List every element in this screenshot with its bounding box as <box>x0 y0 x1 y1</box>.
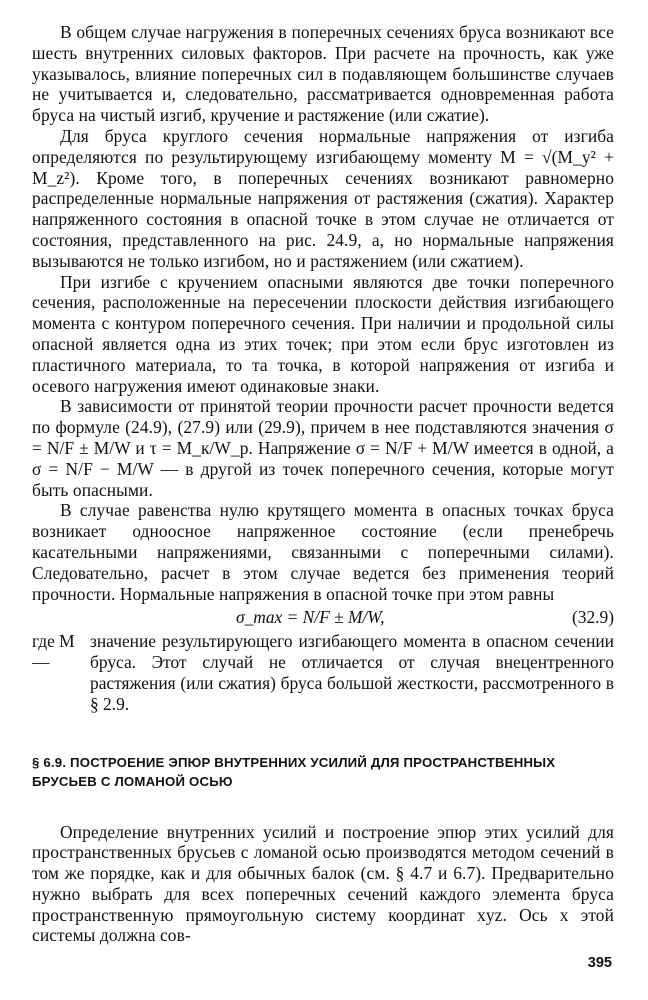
paragraph-section-intro: Определение внутренних усилий и построение эпюр этих усилий для пространственных брусьев с ломаной осью производятся методом сечений в том же порядке, как и для обычных балок (см. § 4.7 и 6.7). Предварительно нужно выбрать для всех поперечных сечений каждого элемента бруса пространственную прямоугольную систему координат xyz. Ось x этой системы должна сов- <box>32 821 614 946</box>
paragraph-general-loading: В общем случае нагружения в поперечных сечениях бруса возникают все шесть внутренних силовых факторов. При расчете на прочность, как уже указывалось, влияние поперечных сил в подавляющем большинстве случаев не учитывается и, следовательно, рассматривается одновременная работа бруса на чистый изгиб, кручение и растяжение (или сжатие). <box>32 22 614 126</box>
section-heading: § 6.9. ПОСТРОЕНИЕ ЭПЮР ВНУТРЕННИХ УСИЛИЙ ДЛЯ ПРОСТРАНСТВЕННЫХ БРУСЬЕВ С ЛОМАНОЙ ОСЬЮ <box>32 754 556 789</box>
formula-number: (32.9) <box>571 607 614 628</box>
paragraph-bending-torsion: При изгибе с кручением опасными являются две точки поперечного сечения, расположенные на пересечении плоскости действия изгибающего момента с контуром поперечного сечения. При наличии и продольной силы опасной является одна из этих точек; при этом если брус изготовлен из пластичного материала, то та точка, в которой напряжения от изгиба и осевого нагружения имеют одинаковые знаки. <box>32 271 614 396</box>
where-lead: где M — <box>32 631 75 673</box>
formula-32-9 <box>32 606 614 628</box>
where-text: значение результирующего изгибающего момента в опасном сечении бруса. Этот случай не отличается от случая внецентренного растяжения (или сжатия) бруса большой жесткости, рассмотренного в § 2.9. <box>90 631 614 714</box>
paragraph-strength-theory: В зависимости от принятой теории прочности расчет прочности ведется по формуле (24.9), (27.9) или (29.9), причем в нее подставляются значения σ = N/F ± M/W и τ = M_к/W_р. Напряжение σ = N/F + M/W имеется в одной, а σ = N/F − M/W — в другой из точек поперечного сечения, которые могут быть опасными. <box>32 396 614 500</box>
paragraph-round-section: Для бруса круглого сечения нормальные напряжения от изгиба определяются по результирующему изгибающему моменту M = √(M_y² + M_z²). Кроме того, в поперечных сечениях возникают равномерно распределенные нормальные напряжения от растяжения (сжатия). Характер напряженного состояния в опасной точке в этом случае не отличается от состояния, представленного на рис. 24.9, a, но нормальные напряжения вызываются не только изгибом, но и растяжением (или сжатием). <box>32 125 614 271</box>
formula-expression: σ_max = N/F ± M/W, <box>236 607 385 628</box>
where-clause <box>32 631 614 714</box>
page-number: 395 <box>587 955 612 971</box>
book-page <box>32 22 614 946</box>
paragraph-zero-torque: В случае равенства нулю крутящего момента в опасных точках бруса возникает одноосное напряженное состояние (если пренебречь касательными напряжениями, связанными с поперечными силами). Следовательно, расчет в этом случае ведется без применения теорий прочности. Нормальные напряжения в опасной точке при этом равны <box>32 500 614 604</box>
